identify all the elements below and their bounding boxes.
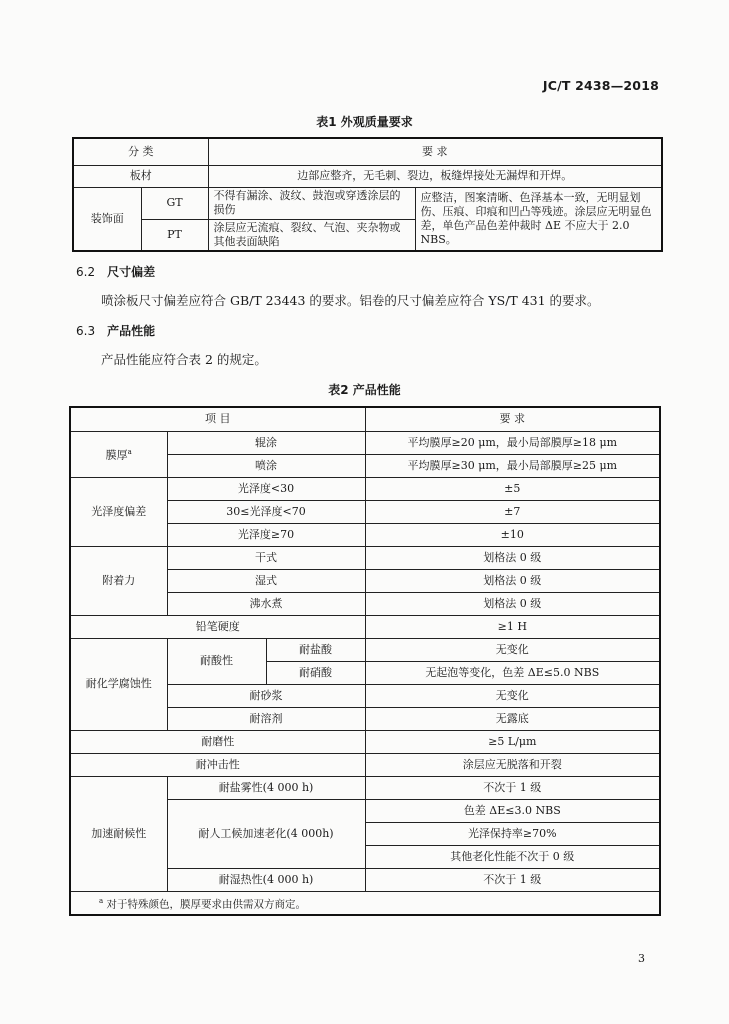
solvent-req: 无露底 <box>365 707 660 730</box>
humid-heat-req: 不次于 1 级 <box>365 868 660 891</box>
table2-head-requirement: 要 求 <box>365 407 660 431</box>
decorative-requirement: 应整洁，图案清晰、色泽基本一致，无明显划伤、压痕、印痕和凹凸等残迹。涂层应无明显色差，单色产品色差仲裁时 ΔE 不应大于 2.0 NBS。 <box>415 187 662 251</box>
table2-footnote <box>70 891 660 915</box>
table1-head-category: 分 类 <box>73 138 208 165</box>
salt-spray-item: 耐盐雾性(4 000 h) <box>167 776 365 799</box>
footnote-mark: a <box>99 897 104 905</box>
roll-coating-item: 辊涂 <box>167 431 365 454</box>
impact-req: 涂层应无脱落和开裂 <box>365 753 660 776</box>
hcl-req: 无变化 <box>365 638 660 661</box>
adhesion-dry-req: 划格法 0 级 <box>365 546 660 569</box>
gloss-r1-item: 光泽度<30 <box>167 477 365 500</box>
salt-spray-req: 不次于 1 级 <box>365 776 660 799</box>
standard-code: JC/T 2438—2018 <box>542 78 659 93</box>
gloss-r3-req: ±10 <box>365 523 660 546</box>
section-6-2-heading <box>76 263 155 280</box>
hno3-req: 无起泡等变化，色差 ΔE≤5.0 NBS <box>365 661 660 684</box>
weathering-label: 加速耐候性 <box>70 776 167 891</box>
abrasion-req: ≥5 L/μm <box>365 730 660 753</box>
spray-coating-item: 喷涂 <box>167 454 365 477</box>
appearance-quality-table <box>72 137 663 252</box>
pencil-hardness-item: 铅笔硬度 <box>70 615 365 638</box>
mortar-req: 无变化 <box>365 684 660 707</box>
board-label: 板材 <box>73 165 208 187</box>
gt-description: 不得有漏涂、波纹、鼓泡或穿透涂层的损伤 <box>208 187 415 219</box>
table2-caption: 表2 产品性能 <box>328 383 401 397</box>
section-6-2-number: 6.2 <box>76 265 96 279</box>
impact-item: 耐冲击性 <box>70 753 365 776</box>
table1-head-requirement: 要 求 <box>208 138 662 165</box>
pt-description: 涂层应无流痕、裂纹、气泡、夹杂物或其他表面缺陷 <box>208 219 415 251</box>
acid-resistance-label: 耐酸性 <box>167 638 266 684</box>
footnote-text: 对于特殊颜色，膜厚要求由供需双方商定。 <box>106 898 307 911</box>
gloss-r2-req: ±7 <box>365 500 660 523</box>
gloss-r1-req: ±5 <box>365 477 660 500</box>
artificial-aging-req-2: 光泽保持率≥70% <box>365 822 660 845</box>
abrasion-item: 耐磨性 <box>70 730 365 753</box>
hcl-item: 耐盐酸 <box>266 638 365 661</box>
gloss-r2-item: 30≤光泽度<70 <box>167 500 365 523</box>
gloss-deviation-label: 光泽度偏差 <box>70 477 167 546</box>
artificial-aging-req-1: 色差 ΔE≤3.0 NBS <box>365 799 660 822</box>
artificial-aging-req-3: 其他老化性能不次于 0 级 <box>365 845 660 868</box>
chemical-resistance-label: 耐化学腐蚀性 <box>70 638 167 730</box>
section-6-3-heading <box>76 322 155 339</box>
solvent-item: 耐溶剂 <box>167 707 365 730</box>
gloss-r3-item: 光泽度≥70 <box>167 523 365 546</box>
decorative-label: 装饰面 <box>73 187 141 251</box>
artificial-aging-item: 耐人工候加速老化(4 000h) <box>167 799 365 868</box>
adhesion-boil-item: 沸水煮 <box>167 592 365 615</box>
adhesion-dry-item: 干式 <box>167 546 365 569</box>
film-note-mark: a <box>127 448 132 457</box>
roll-coating-req: 平均膜厚≥20 μm，最小局部膜厚≥18 μm <box>365 431 660 454</box>
humid-heat-item: 耐湿热性(4 000 h) <box>167 868 365 891</box>
adhesion-boil-req: 划格法 0 级 <box>365 592 660 615</box>
pt-code: PT <box>141 219 208 251</box>
section-6-3-text: 产品性能应符合表 2 的规定。 <box>101 352 267 367</box>
mortar-item: 耐砂浆 <box>167 684 365 707</box>
pencil-hardness-req: ≥1 H <box>365 615 660 638</box>
hno3-item: 耐硝酸 <box>266 661 365 684</box>
table2-head-item: 项 目 <box>70 407 365 431</box>
page-number: 3 <box>638 952 645 965</box>
adhesion-label: 附着力 <box>70 546 167 615</box>
section-6-2-text: 喷涂板尺寸偏差应符合 GB/T 23443 的要求。铝卷的尺寸偏差应符合 YS/T 431 的要求。 <box>101 293 600 308</box>
table1-caption: 表1 外观质量要求 <box>316 115 413 129</box>
product-performance-table <box>69 406 661 916</box>
adhesion-wet-req: 划格法 0 级 <box>365 569 660 592</box>
section-6-3-title: 产品性能 <box>107 324 156 338</box>
spray-coating-req: 平均膜厚≥30 μm，最小局部膜厚≥25 μm <box>365 454 660 477</box>
film-thickness-label: 膜厚$^a$ <box>70 431 167 477</box>
section-6-2-title: 尺寸偏差 <box>107 265 156 279</box>
board-requirement: 边部应整齐，无毛刺、裂边，板缝焊接处无漏焊和开焊。 <box>208 165 662 187</box>
adhesion-wet-item: 湿式 <box>167 569 365 592</box>
section-6-3-number: 6.3 <box>76 324 96 338</box>
gt-code: GT <box>141 187 208 219</box>
